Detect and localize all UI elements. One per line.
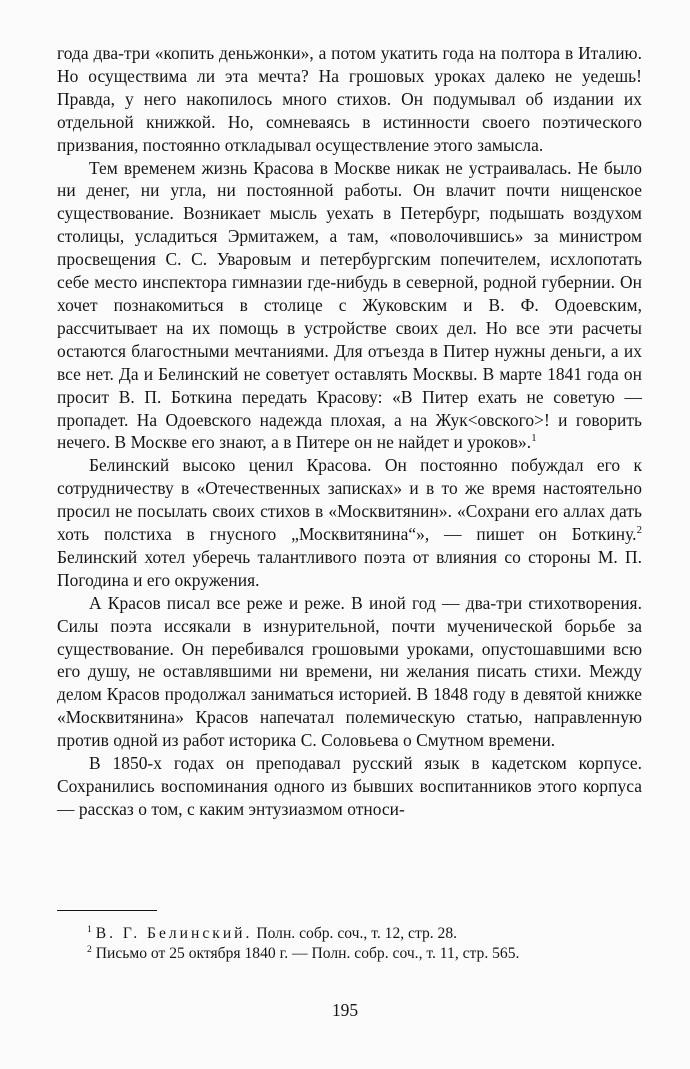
paragraph-text: Белинский хотел уберечь талантливого поэта от влияния со стороны М. П. Погодина и его окружения.	[57, 546, 642, 590]
footnote-text: Полн. собр. соч., т. 12, стр. 28.	[256, 925, 458, 942]
footnote-text: Письмо от 25 октября 1840 г. — Полн. собр. соч., т. 11, стр. 565.	[95, 944, 520, 962]
footnote	[57, 944, 642, 964]
page-number: 195	[331, 1000, 359, 1020]
paragraph	[57, 157, 642, 455]
footnote-ref: 2	[636, 524, 642, 537]
footnote	[57, 924, 642, 944]
paragraph-text: Белинский высоко ценил Красова. Он постоянно побуждал его к сотрудничеству в «Отечественных записках» и в то же время настоятельно просил не посылать своих стихов в «Москвитянин». «Сохрани его аллах дать хоть полстиха в гнусного „Москвитянина“», — пишет он Боткину.	[57, 455, 642, 545]
footnote-author: В. Г. Белинский.	[95, 925, 253, 942]
footnotes	[57, 924, 642, 963]
paragraph: В 1850-х годах он преподавал русский язык в кадетском корпусе. Сохранились воспоминания одного из бывших воспитанников этого корпуса — рассказ о том, с каким энтузиазмом относи-	[57, 753, 642, 819]
paragraph-continued: года два-три «копить деньжонки», а потом укатить года на полтора в Италию. Но осуществима ли эта мечта? На грошовых уроках далеко не уедешь! Правда, у него накопилось много стихов. Он подумывал об издании их отдельной книжкой. Но, сомневаясь в истинности своего поэтического призвания, постоянно откладывал осуществление этого замысла.	[57, 43, 642, 155]
paragraph: А Красов писал все реже и реже. В иной год — два-три стихотворения. Силы поэта иссякали в изнурительной, почти мученической борьбе за существование. Он перебивался грошовыми уроками, опустошавшими всю его душу, не оставлявшими ни времени, ни желания писать стихи. Между делом Красов продолжал заниматься историей. В 1848 году в девятой книжке «Москвитянина» Красов напечатал полемическую статью, направленную против одной из работ историка С. Соловьева о Смутном времени.	[57, 592, 642, 751]
body-text	[57, 42, 642, 821]
footnote-ref: 1	[531, 432, 537, 445]
footnote-mark: 1	[87, 923, 92, 935]
footnote-divider	[57, 910, 157, 911]
paragraph	[57, 454, 642, 591]
paragraph-text: Тем временем жизнь Красова в Москве никак не устраивалась. Не было ни денег, ни угла, ни постоянной работы. Он влачит почти нищенское существование. Возникает мысль уехать в Петербург, подышать воздухом столицы, усладиться Эрмитажем, а там, «поволочившись» за министром просвещения С. С. Уваровым и петербургским попечителем, исхлопотать себе место инспектора гимназии где-нибудь в северной, родной губернии. Он хочет познакомиться в столице с Жуковским и В. Ф. Одоевским, рассчитывает на их помощь в устройстве своих дел. Но все эти расчеты остаются благостными мечтаниями. Для отъезда в Питер нужны деньги, а их все нет. Да и Белинский не советует оставлять Москвы. В марте 1841 года он просит В. П. Боткина передать Красову: «В Питер ехать не советую — пропадет. На Одоевского надежда плохая, а на Жук<овского>! и говорить нечего. В Москве его знают, а в Питере он не найдет и уроков».	[57, 157, 642, 453]
footnote-mark: 2	[87, 943, 92, 955]
